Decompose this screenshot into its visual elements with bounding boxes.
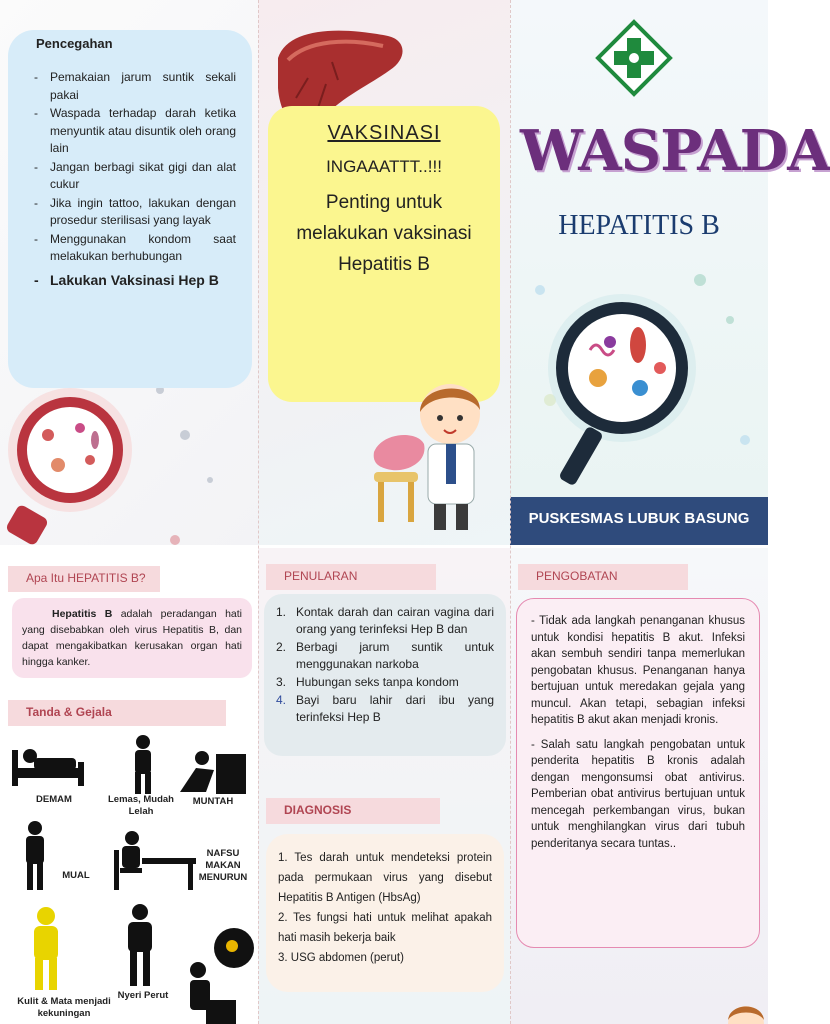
- prevention-panel: [0, 0, 258, 545]
- list-item: - Jangan berbagi sikat gigi dan alat cukur: [34, 159, 236, 194]
- vomit-figure-icon: [176, 744, 246, 794]
- list-item: - Menggunakan kondom saat melakukan berhubungan: [34, 231, 236, 266]
- symptom-fever-label: DEMAM: [36, 794, 72, 805]
- list-item: - Pemakaian jarum suntik sekali pakai: [34, 69, 236, 104]
- symptom-vomit-label: MUNTAH: [192, 796, 234, 807]
- transmission-panel: [258, 548, 510, 1024]
- vaccination-title: VAKSINASI: [327, 122, 441, 144]
- vaccination-panel: [258, 0, 510, 545]
- diagnosis-item: 1. Tes darah untuk mendeteksi protein pada permukaan virus yang disebut Hepatitis B Antigen (HbsAg): [278, 852, 492, 904]
- jaundice-figure-icon: [26, 906, 66, 990]
- symptom-nausea-label: MUAL: [62, 870, 90, 881]
- doctor-illustration-icon: [362, 372, 492, 537]
- fold-line: [510, 0, 511, 1024]
- diagnosis-tab: DIAGNOSIS: [266, 798, 440, 824]
- magnifier-virus-icon: [520, 250, 760, 500]
- vaccination-reminder: INGAAATTT..!!!: [326, 157, 442, 176]
- about-definition: adalah peradangan hati yang disebabkan oleh virus Hepatitis B, dan dapat mengakibatkan kerusakan organ hati hingga kanker.: [22, 608, 243, 668]
- symptom-tired-label: Lemas, Mudah Lelah: [108, 794, 174, 817]
- treatment-tab: PENGOBATAN: [518, 564, 688, 590]
- symptom-appetite-label: NAFSU MAKAN MENURUN: [198, 848, 248, 883]
- transmission-card: [264, 594, 506, 756]
- list-item: 2. Berbagi jarum suntik untuk menggunakan narkoba: [276, 640, 494, 671]
- diagnosis-item: 2. Tes fungsi hati untuk melihat apakah hati masih bekerja baik: [278, 912, 492, 944]
- stomach-pain-figure-icon: [120, 902, 160, 986]
- tired-figure-icon: [126, 734, 160, 794]
- organization-banner: PUSKESMAS LUBUK BASUNG: [510, 497, 768, 545]
- fever-figure-icon: [12, 740, 84, 792]
- symptom-jaundice-label: Kulit & Mata menjadi kekuningan: [17, 996, 111, 1019]
- treatment-paragraph: - Salah satu langkah pengobatan untuk penderita hepatitis B kronis adalah dengan mengonsumsi obat antivirus. Pemberian obat antivirus bertujuan untuk mencegah perkembangan virus, bukan untuk menghilangkan virus dari tubuh penderitanya secara tuntas..: [531, 738, 745, 850]
- nausea-figure-icon: [18, 820, 52, 892]
- list-item: 4. Bayi baru lahir dari ibu yang terinfeksi Hep B: [276, 693, 494, 724]
- doctor-peek-icon: [724, 998, 768, 1024]
- prevention-list: [34, 69, 236, 289]
- symptoms-tab: Tanda & Gejala: [8, 700, 226, 726]
- cover-headline: WASPADA: [520, 118, 830, 184]
- diagnosis-item: 3. USG abdomen (perut): [278, 952, 404, 964]
- health-cross-logo-icon: [596, 20, 672, 96]
- list-item: 1. Kontak darah dan cairan vagina dari orang yang terinfeksi Hep B dan: [276, 605, 494, 636]
- treatment-panel: [510, 548, 768, 1024]
- transmission-list: [276, 604, 494, 726]
- appetite-figure-icon: [112, 828, 196, 890]
- list-item: - Jika ingin tattoo, lakukan dengan prosedur sterilisasi yang layak: [34, 195, 236, 230]
- virus-decoration-icon: [0, 360, 258, 550]
- fold-line: [258, 0, 259, 1024]
- list-item: 3. Hubungan seks tanpa kondom: [276, 675, 459, 689]
- about-panel: [0, 548, 258, 1024]
- prevention-card: [8, 30, 252, 388]
- toilet-figure-icon: [186, 928, 256, 1024]
- treatment-card: [516, 598, 760, 948]
- diagnosis-card: [266, 834, 504, 992]
- list-item: - Waspada terhadap darah ketika menyuntik atau disuntik oleh orang lain: [34, 105, 236, 158]
- vaccination-box: [268, 106, 500, 402]
- about-tab: Apa Itu HEPATITIS B?: [8, 566, 160, 592]
- symptom-stomach-pain-label: Nyeri Perut: [117, 990, 169, 1001]
- prevention-title: Pencegahan: [36, 36, 113, 51]
- cover-panel: [510, 0, 830, 545]
- cover-subtitle: HEPATITIS B: [558, 210, 720, 241]
- treatment-paragraph: - Tidak ada langkah penanganan khusus untuk kondisi hepatitis B akut. Infeksi akan sembuh sendiri tanpa memerlukan pengobatan khusus. Penanganan hanya bertujuan untuk meredakan gejala yang muncul. Akan tetapi, sebagian infeksi hepatitis B akut akan menjadi kronis.: [531, 615, 745, 726]
- about-term: Hepatitis B: [52, 608, 113, 620]
- vaccination-highlight: - Lakukan Vaksinasi Hep B: [34, 272, 236, 290]
- vaccination-message: Penting untuk melakukan vaksinasi Hepatitis B: [296, 192, 472, 275]
- about-card: [12, 598, 252, 678]
- transmission-tab: PENULARAN: [266, 564, 436, 590]
